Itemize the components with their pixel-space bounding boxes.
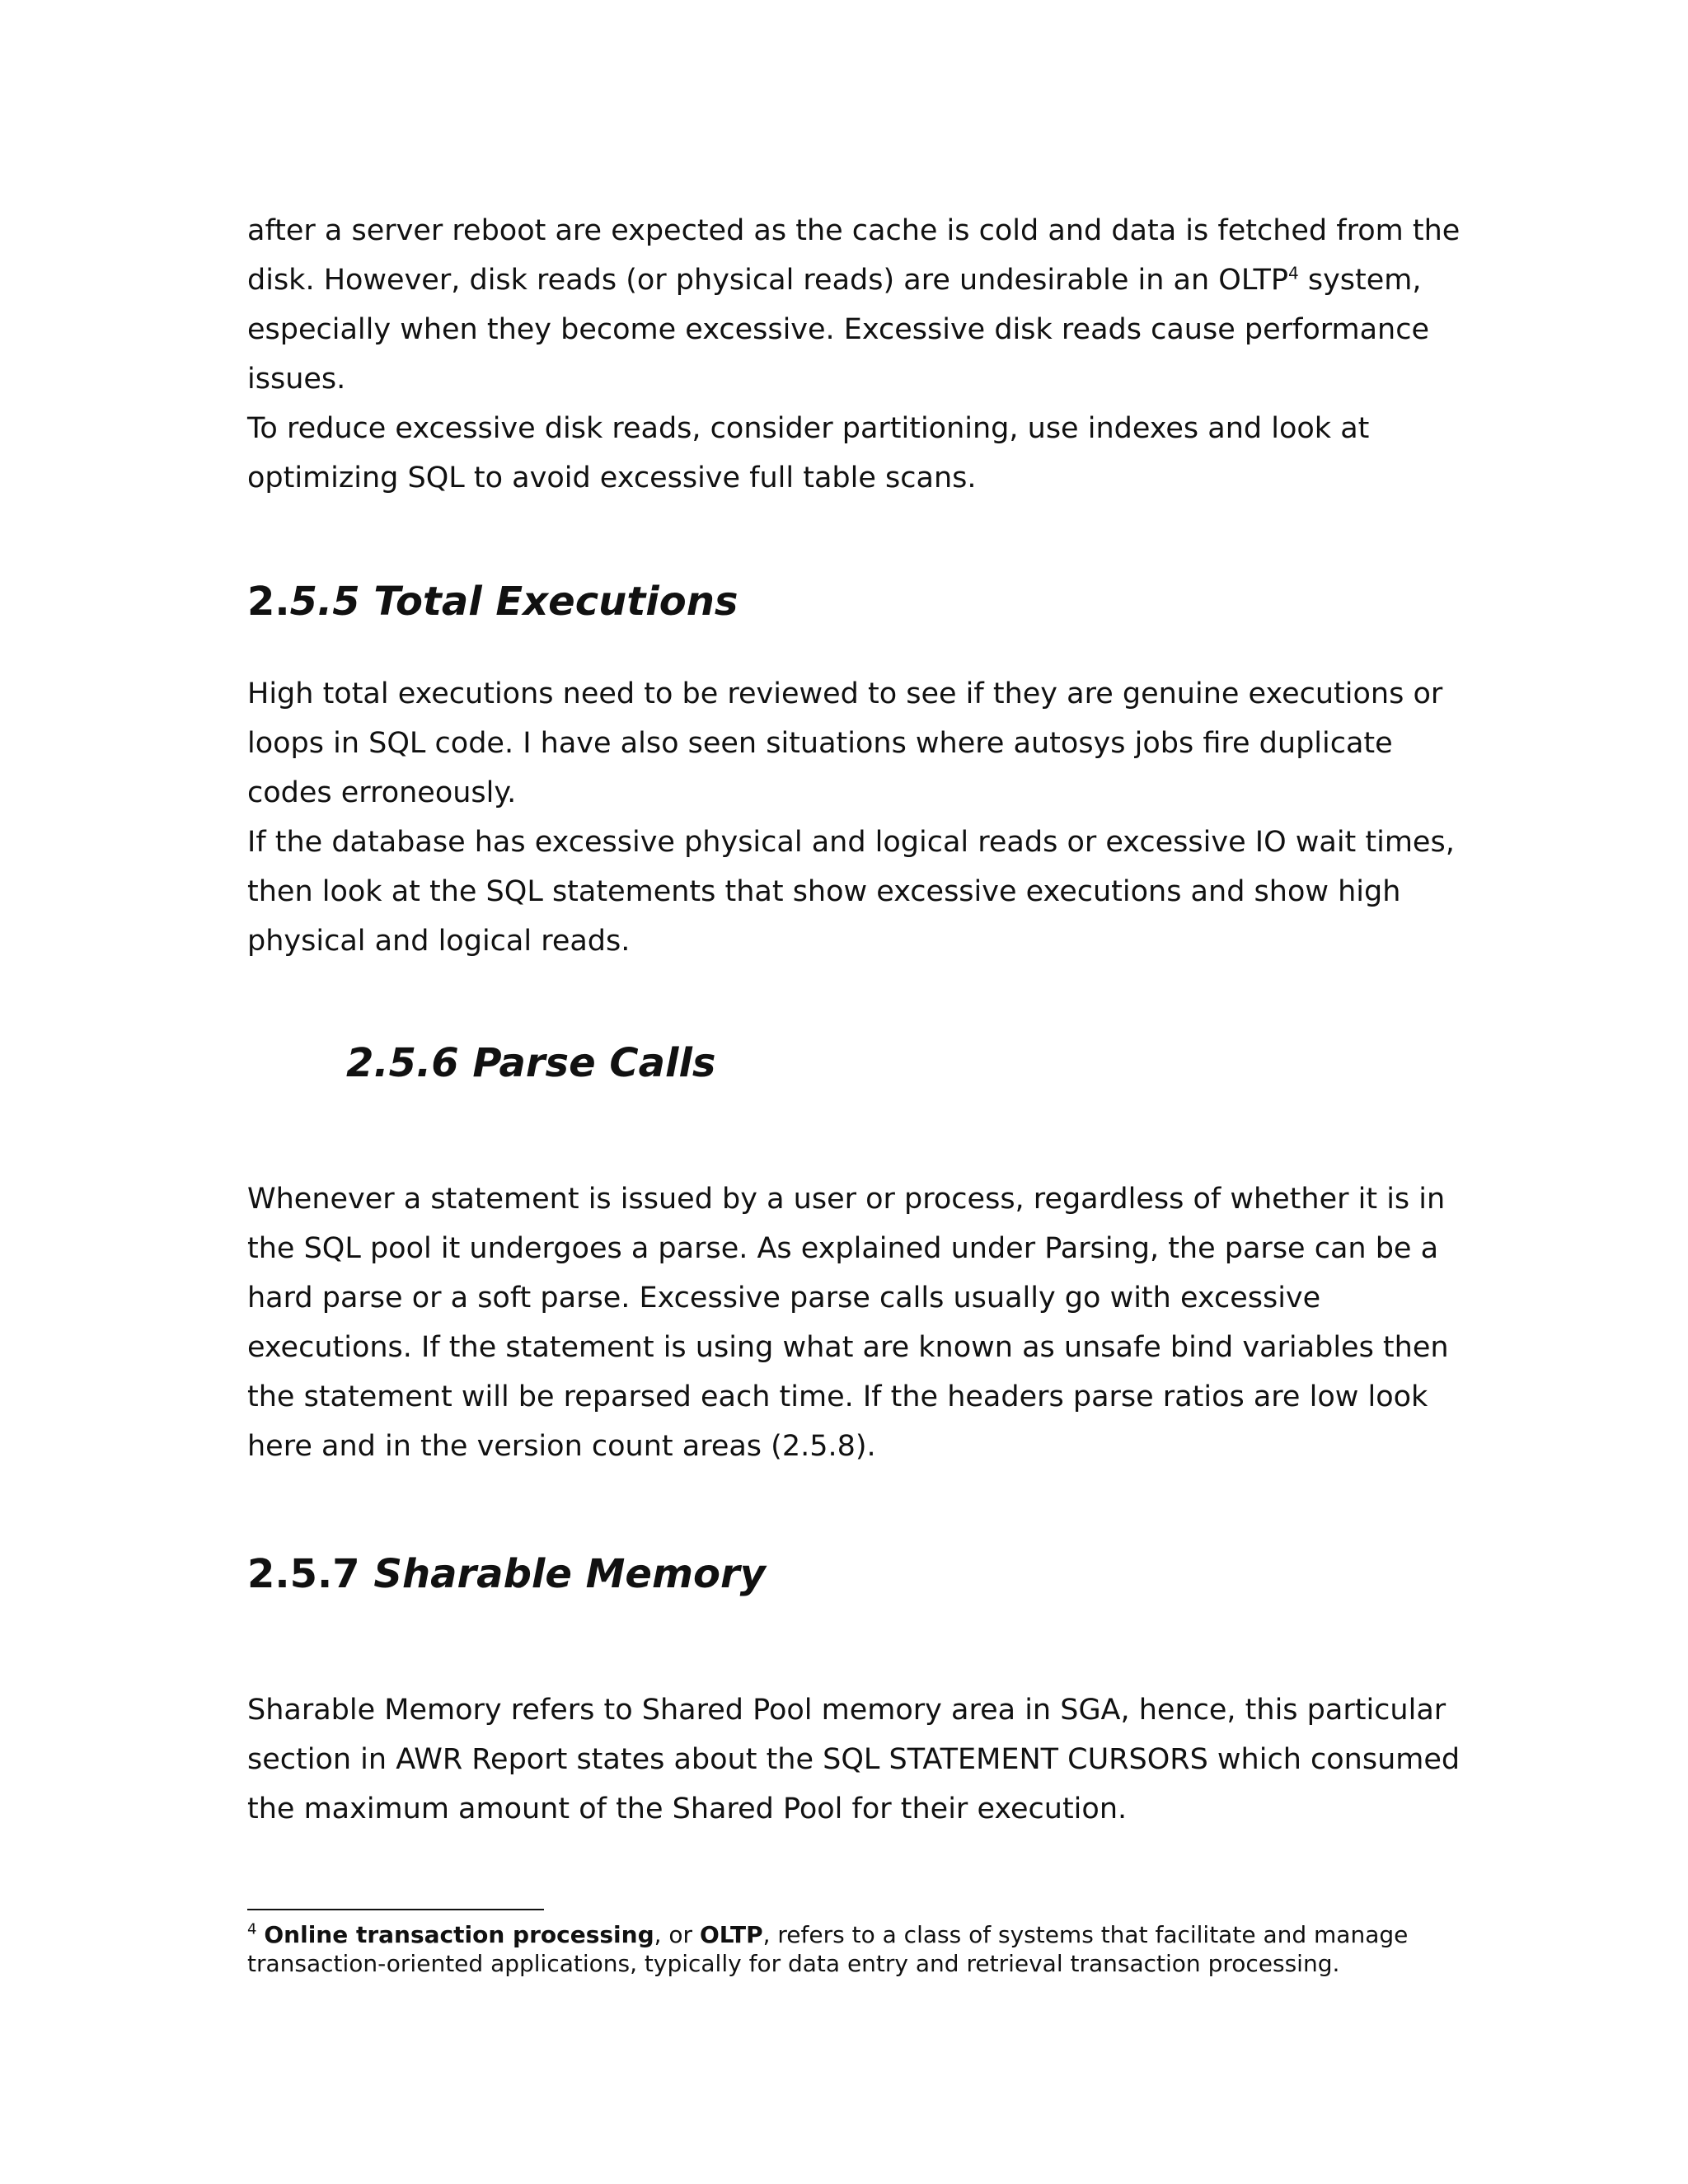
footnote-term: Online transaction processing bbox=[264, 1921, 654, 1948]
section-heading-total-executions bbox=[247, 577, 738, 626]
footnote-term: OLTP bbox=[699, 1921, 763, 1948]
text-line: issues. bbox=[247, 363, 346, 396]
text-span: , refers to a class of systems that facilitate and manage bbox=[762, 1921, 1409, 1948]
text-line: here and in the version count areas (2.5.8). bbox=[247, 1430, 876, 1463]
text-line: the SQL pool it undergoes a parse. As explained under Parsing, the parse can be a bbox=[247, 1232, 1439, 1265]
text-line: the statement will be reparsed each time. If the headers parse ratios are low look bbox=[247, 1380, 1428, 1413]
text-line: loops in SQL code. I have also seen situations where autosys jobs fire duplicate bbox=[247, 727, 1393, 760]
text-line: High total executions need to be reviewed to see if they are genuine executions or bbox=[247, 677, 1443, 710]
heading-number: 2. bbox=[247, 579, 290, 625]
text-line: Whenever a statement is issued by a user or process, regardless of whether it is in bbox=[247, 1183, 1446, 1216]
text-line: after a server reboot are expected as the cache is cold and data is fetched from the bbox=[247, 214, 1461, 247]
text-line: codes erroneously. bbox=[247, 776, 517, 809]
text-line: If the database has excessive physical and logical reads or excessive IO wait times, bbox=[247, 826, 1455, 859]
heading-title: 5.5 Total Executions bbox=[289, 579, 738, 625]
text-line: the maximum amount of the Shared Pool for their execution. bbox=[247, 1793, 1128, 1825]
heading-title: Sharable Memory bbox=[373, 1551, 766, 1597]
text-line: especially when they become excessive. Excessive disk reads cause performance bbox=[247, 313, 1430, 346]
text-line: then look at the SQL statements that show excessive executions and show high bbox=[247, 875, 1401, 908]
text-span: , or bbox=[654, 1921, 700, 1948]
footnote-line: transaction-oriented applications, typically for data entry and retrieval transaction processing. bbox=[247, 1950, 1340, 1977]
text-line: To reduce excessive disk reads, consider partitioning, use indexes and look at bbox=[247, 412, 1370, 445]
section-heading-parse-calls bbox=[346, 1038, 715, 1088]
text-line: hard parse or a soft parse. Excessive parse calls usually go with excessive bbox=[247, 1282, 1321, 1315]
heading-title: 2.5.6 Parse Calls bbox=[346, 1040, 716, 1086]
text-line: section in AWR Report states about the SQL STATEMENT CURSORS which consumed bbox=[247, 1743, 1461, 1776]
footnote-separator bbox=[247, 1909, 544, 1910]
footnote-marker: 4 bbox=[247, 1920, 257, 1938]
text-line: physical and logical reads. bbox=[247, 925, 631, 958]
heading-number: 2.5.7 bbox=[247, 1551, 374, 1597]
text-line: executions. If the statement is using what are known as unsafe bind variables then bbox=[247, 1331, 1449, 1364]
paragraph-disk-reads bbox=[247, 206, 1461, 503]
footnote bbox=[247, 1920, 1434, 1978]
text-line bbox=[247, 255, 1434, 305]
paragraph-sharable-memory bbox=[247, 1685, 1461, 1834]
section-heading-sharable-memory bbox=[247, 1549, 766, 1599]
text-span: system, bbox=[1298, 264, 1422, 297]
footnote-reference: 4 bbox=[1288, 263, 1299, 284]
text-line: Sharable Memory refers to Shared Pool memory area in SGA, hence, this particular bbox=[247, 1694, 1447, 1727]
paragraph-total-executions bbox=[247, 669, 1455, 966]
text-span: disk. However, disk reads (or physical reads) are undesirable in an OLTP bbox=[247, 264, 1288, 297]
footnote-line bbox=[247, 1920, 1434, 1949]
text-line: optimizing SQL to avoid excessive full table scans. bbox=[247, 462, 977, 494]
paragraph-parse-calls bbox=[247, 1174, 1449, 1471]
